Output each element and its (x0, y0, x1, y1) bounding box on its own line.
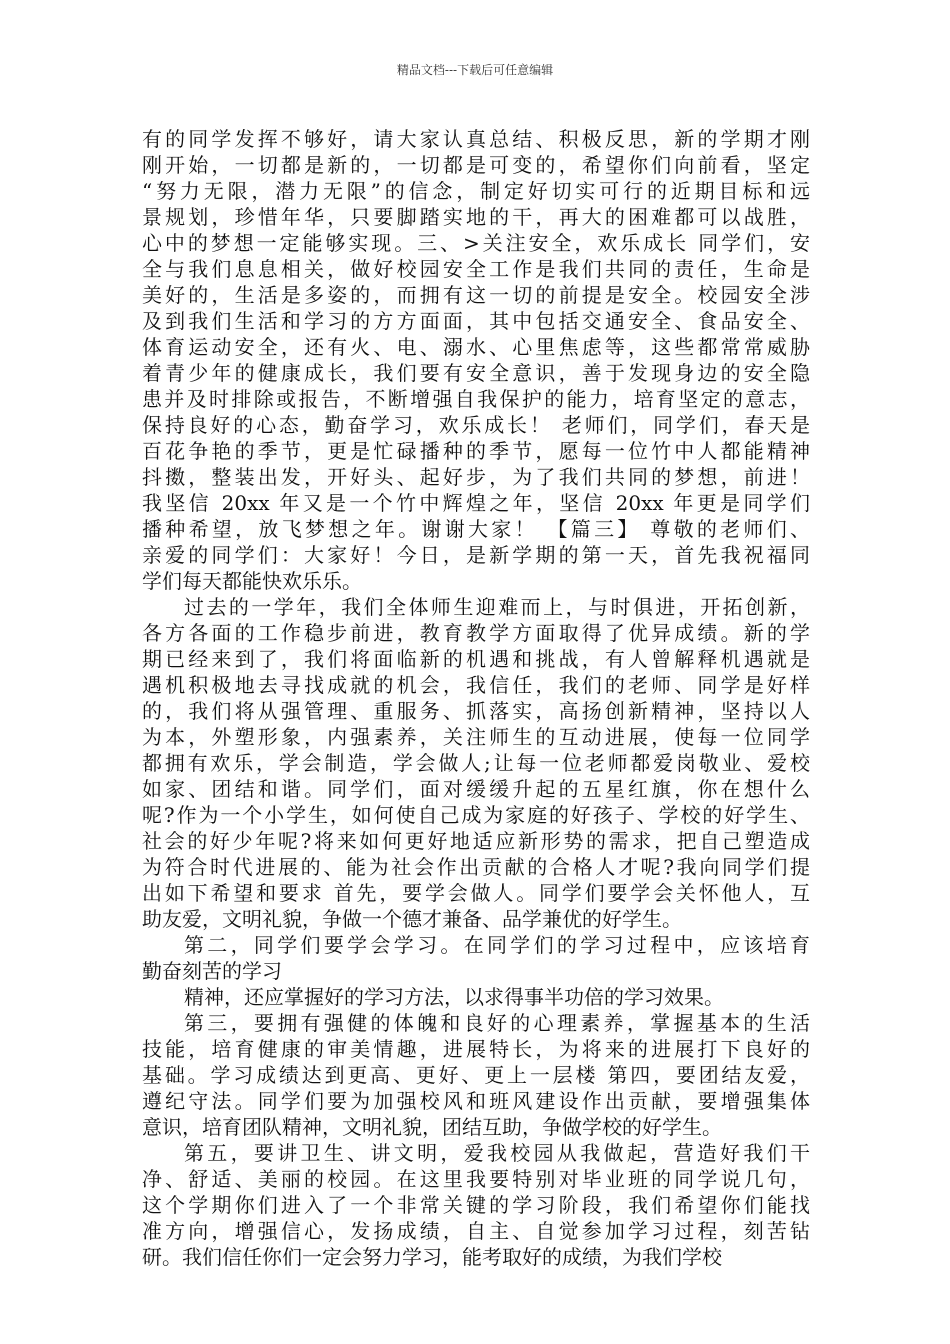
text-line: 百花争艳的季节，更是忙碌播种的季节，愿每一位竹中人都能精神 (142, 439, 810, 463)
text-line: 精神，还应掌握好的学习方法，以求得事半功倍的学习效果。 (184, 985, 724, 1009)
text-line: 有的同学发挥不够好，请大家认真总结、积极反思，新的学期才刚 (142, 127, 810, 151)
paragraph (142, 1010, 810, 1140)
paragraph (142, 1140, 810, 1270)
text-line: 这个学期你们进入了一个非常关键的学习阶段，我们希望你们能找 (142, 1193, 810, 1217)
paragraph (142, 594, 810, 932)
text-line: 如家、团结和谐。同学们，面对缓缓升起的五星红旗，你在想什么 (142, 777, 810, 801)
text-line: 遵纪守法。同学们要为加强校风和班风建设作出贡献，要增强集体 (142, 1089, 810, 1113)
paragraph (142, 126, 810, 594)
text-line: 净、舒适、美丽的校园。在这里我要特别对毕业班的同学说几句， (142, 1167, 810, 1191)
text-line: 第二，同学们要学会学习。在同学们的学习过程中，应该培育 (184, 933, 810, 957)
text-line: 的，我们将从强管理、重服务、抓落实，高扬创新精神，坚持以人 (142, 699, 810, 723)
text-line: 第三，要拥有强健的体魄和良好的心理素养，掌握基本的生活 (184, 1011, 810, 1035)
text-line: 患并及时排除或报告，不断增强自我保护的能力，培育坚定的意志， (142, 387, 810, 411)
page-header: 精品文档---下载后可任意编辑 (396, 63, 554, 77)
text-line: 保持良好的心态，勤奋学习，欢乐成长！ 老师们，同学们，春天是 (142, 413, 810, 437)
text-line: 呢?作为一个小学生，如何使自己成为家庭的好孩子、学校的好学生、 (142, 803, 810, 827)
text-line: 出如下希望和要求 首先，要学会做人。同学们要学会关怀他人，互 (142, 881, 810, 905)
text-line: 我坚信 20xx 年又是一个竹中辉煌之年，坚信 20xx 年更是同学们 (142, 491, 810, 515)
text-line: 意识，培育团队精神，文明礼貌，团结互助，争做学校的好学生。 (142, 1115, 722, 1139)
text-line: 社会的好少年呢?将来如何更好地适应新形势的需求，把自己塑造成 (142, 829, 810, 853)
text-line: 学们每天都能快欢乐乐。 (142, 569, 362, 593)
text-line: 及到我们生活和学习的方方面面，其中包括交通安全、食品安全、 (142, 309, 810, 333)
text-line: 准方向，增强信心，发扬成绩，自主、自觉参加学习过程，刻苦钻 (142, 1219, 810, 1243)
text-line: 遇机积极地去寻找成就的机会，我信任，我们的老师、同学是好样 (142, 673, 810, 697)
text-line: 过去的一学年，我们全体师生迎难而上，与时俱进，开拓创新， (184, 595, 810, 619)
text-line: 亲爱的同学们：大家好！今日，是新学期的第一天，首先我祝福同 (142, 543, 810, 567)
text-line: 为本，外塑形象，内强素养，关注师生的互动进展，使每一位同学 (142, 725, 810, 749)
text-line: 各方各面的工作稳步前进，教育教学方面取得了优异成绩。新的学 (142, 621, 810, 645)
text-line: “努力无限，潜力无限”的信念，制定好切实可行的近期目标和远 (142, 179, 810, 203)
text-line: 勤奋刻苦的学习 (142, 959, 282, 983)
text-line: 刚开始，一切都是新的，一切都是可变的，希望你们向前看，坚定 (142, 153, 810, 177)
text-line: 基础。学习成绩达到更高、更好、更上一层楼 第四，要团结友爱， (142, 1063, 810, 1087)
text-line: 全与我们息息相关，做好校园安全工作是我们共同的责任，生命是 (142, 257, 810, 281)
text-line: 第五，要讲卫生、讲文明，爱我校园从我做起，营造好我们干 (184, 1141, 810, 1165)
text-line: 助友爱，文明礼貌，争做一个德才兼备、品学兼优的好学生。 (142, 907, 682, 931)
text-line: 都拥有欢乐，学会制造，学会做人;让每一位老师都爱岗敬业、爱校 (142, 751, 810, 775)
text-line: 着青少年的健康成长，我们要有安全意识，善于发现身边的安全隐 (142, 361, 810, 385)
paragraph (142, 984, 810, 1010)
text-line: 播种希望，放飞梦想之年。谢谢大家！ 【篇三】 尊敬的老师们、 (142, 517, 810, 541)
text-line: 美好的，生活是多姿的，而拥有这一切的前提是安全。校园安全涉 (142, 283, 810, 307)
paragraph (142, 932, 810, 984)
text-line: 心中的梦想一定能够实现。三、>关注安全，欢乐成长 同学们，安 (142, 231, 810, 255)
text-line: 抖擞，整装出发，开好头、起好步，为了我们共同的梦想，前进！ (142, 465, 810, 489)
text-line: 体育运动安全，还有火、电、溺水、心里焦虑等，这些都常常威胁 (142, 335, 810, 359)
text-line: 景规划，珍惜年华，只要脚踏实地的干，再大的困难都可以战胜， (142, 205, 810, 229)
text-line: 期已经来到了，我们将面临新的机遇和挑战，有人曾解释机遇就是 (142, 647, 810, 671)
text-line: 技能，培育健康的审美情趣，进展特长，为将来的进展打下良好的 (142, 1037, 810, 1061)
text-line: 研。我们信任你们一定会努力学习，能考取好的成绩，为我们学校 (142, 1245, 722, 1269)
document-body (142, 126, 810, 1270)
text-line: 为符合时代进展的、能为社会作出贡献的合格人才呢?我向同学们提 (142, 855, 810, 879)
